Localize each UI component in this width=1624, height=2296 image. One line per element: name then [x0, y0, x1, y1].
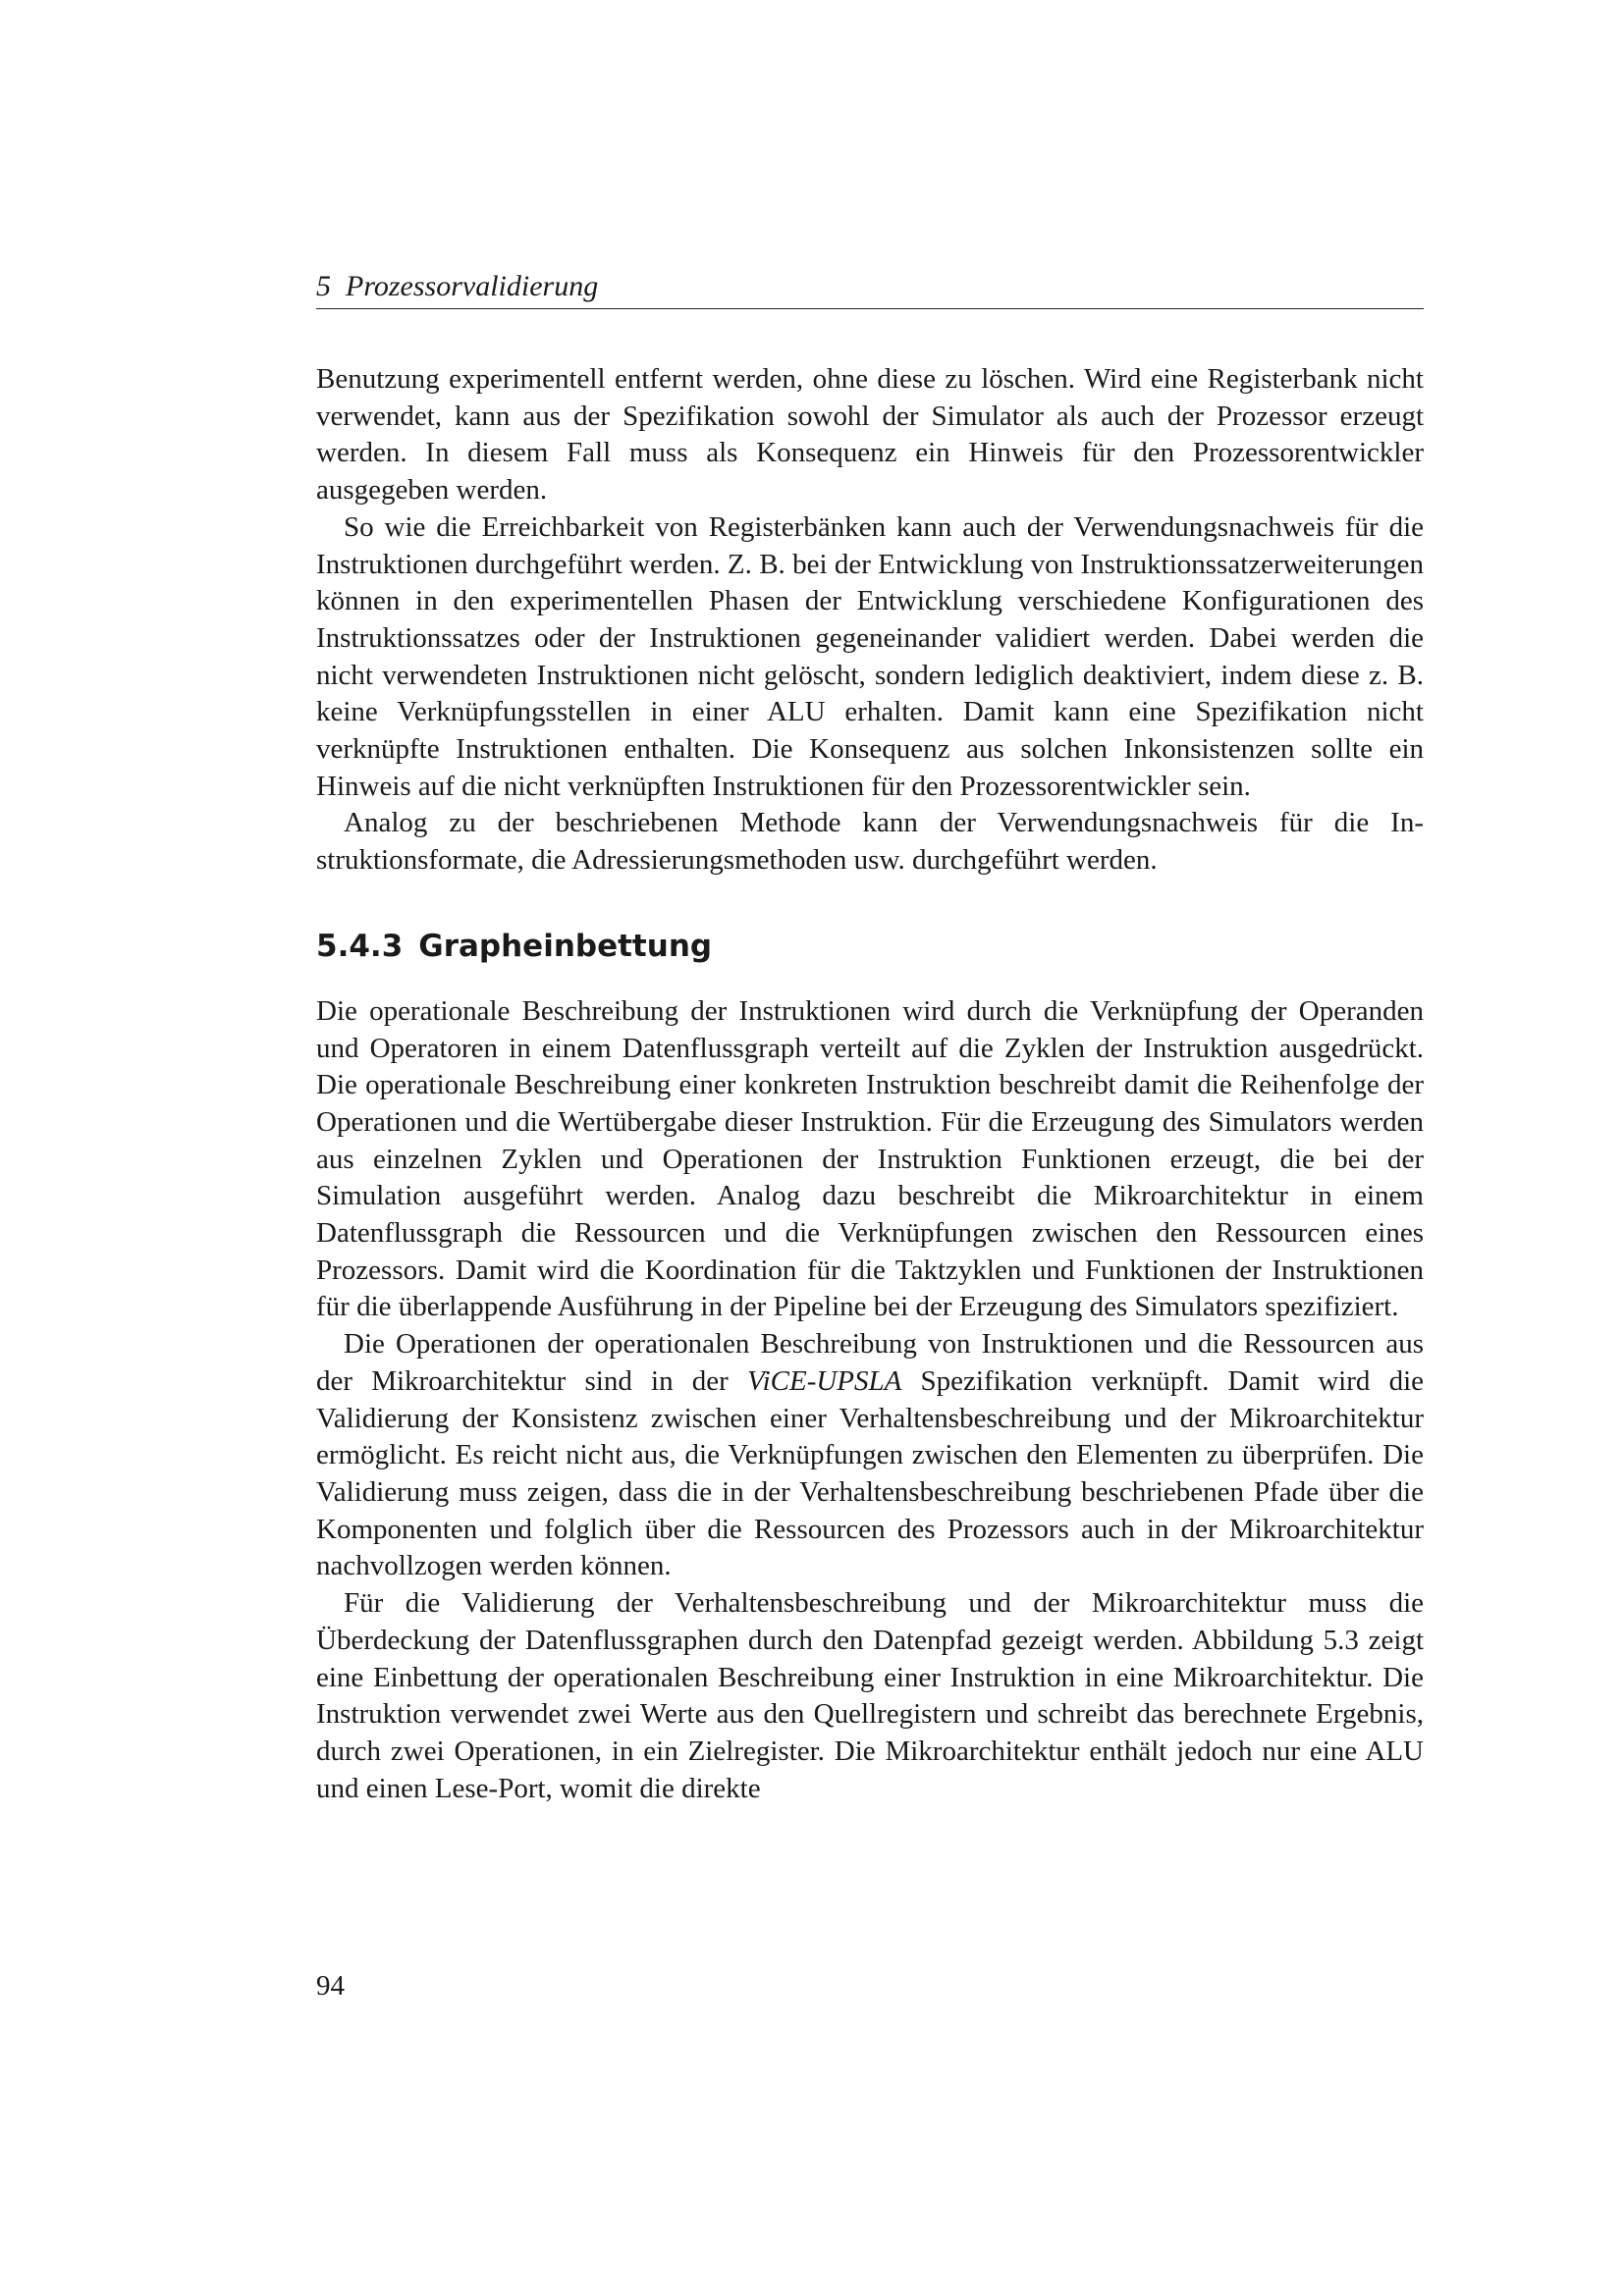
paragraph-formats-usage: Analog zu der beschriebenen Methode kann der Verwendungsnachweis für die Instruktionsformate, die Adressierungsmethoden usw. durchgeführt werden. — [316, 807, 1424, 877]
paragraph-graph-coverage: Für die Validierung der Verhaltensbeschreibung und der Mikroarchitektur muss die Überdeckung der Datenflussgraphen durch den Datenpfad gezeigt werden. Abbildung 5.3 zeigt eine Einbettung der operationalen Beschreibung einer Instruktion in eine Mikroarchitektur. Die Instruktion verwendet zwei Werte aus den Quellregistern und schreibt das berechnete Ergebnis, durch zwei Operationen, in ein Zielregister. Die Mikroarchitektur enthält jedoch nur eine ALU und einen Lese-Port, womit die direkte — [316, 1587, 1424, 1804]
section-title: Grapheinbettung — [418, 928, 713, 964]
paragraph-continuation: Benutzung experimentell entfernt werden, ohne diese zu löschen. Wird eine Registerbank nicht verwendet, kann aus der Spezifikation sowohl der Simulator als auch der Prozessor erzeugt werden. In diesem Fall muss als Konsequenz ein Hinweis für den Prozessorentwickler ausgegeben werden. — [316, 363, 1424, 507]
paragraph-resource-linking — [316, 1326, 1424, 1585]
emphasis-vice-upsla: ViCE-UPSLA — [747, 1364, 902, 1397]
running-header — [316, 265, 1424, 309]
chapter-number: 5 — [316, 270, 331, 302]
paragraph-instruction-usage: So wie die Erreichbarkeit von Registerbänken kann auch der Verwendungsnachweis für die Instruktionen durchgeführt werden. Z. B. bei der Entwicklung von Instruktionssatzerweiterungen können in den experimentellen Phasen der Entwicklung verschiedene Konfigurationen des Instruktionssatzes oder der Instruktionen gegeneinander validiert werden. Dabei werden die nicht verwendeten Instruktionen nicht gelöscht, sondern lediglich deaktiviert, indem diese z. B. keine Verknüpfungsstellen in einer ALU erhalten. Damit kann eine Spezifikation nicht verknüpfte Instruktionen enthalten. Die Konsequenz aus solchen Inkonsistenzen sollte ein Hinweis auf die nicht verknüpften Instruktionen für den Prozessorentwickler sein. — [316, 510, 1424, 802]
paragraph-resource-linking-part1: Die Operationen der operationalen Beschreibung von Instruktionen und die Ressourcen aus der Mikroarchitektur sind in der — [316, 1328, 1424, 1397]
section-number: 5.4.3 — [316, 928, 404, 964]
paragraph-resource-linking-part2: Spezifikation verknüpft. Damit wird die Validierung der Konsistenz zwischen einer Verhaltensbeschreibung und der Mikroarchitektur ermöglicht. Es reicht nicht aus, die Verknüpfungen zwischen den Elementen zu überprüfen. Die Validierung muss zeigen, dass die in der Verhaltensbeschreibung beschriebenen Pfade über die Komponenten und folglich über die Ressourcen des Prozessors auch in der Mikroarchitektur nachvollzogen werden können. — [316, 1364, 1424, 1582]
paragraph-operational-description: Die operationale Beschreibung der Instruktionen wird durch die Verknüpfung der Operanden und Operatoren in einem Datenflussgraph verteilt auf die Zyklen der Instruktion ausgedrückt. Die operationale Beschreibung einer konkreten Instruktion beschreibt damit die Reihenfolge der Operationen und die Wertübergabe dieser Instruktion. Für die Erzeugung des Simulators werden aus einzelnen Zyklen und Operationen der Instruktion Funktionen erzeugt, die bei der Simulation ausgeführt werden. Analog dazu beschreibt die Mikroarchitektur in einem Datenflussgraph die Ressourcen und die Verknüpfungen zwischen den Ressourcen eines Prozessors. Damit wird die Koordination für die Taktzyklen und Funktionen der Instruktionen für die überlappende Ausführung in der Pipeline bei der Erzeugung des Simulators spezifiziert. — [316, 994, 1424, 1323]
page-body — [316, 361, 1424, 1807]
section-heading — [316, 927, 1424, 966]
chapter-title: Prozessorvalidierung — [346, 270, 599, 302]
page-number: 94 — [316, 1970, 345, 2002]
